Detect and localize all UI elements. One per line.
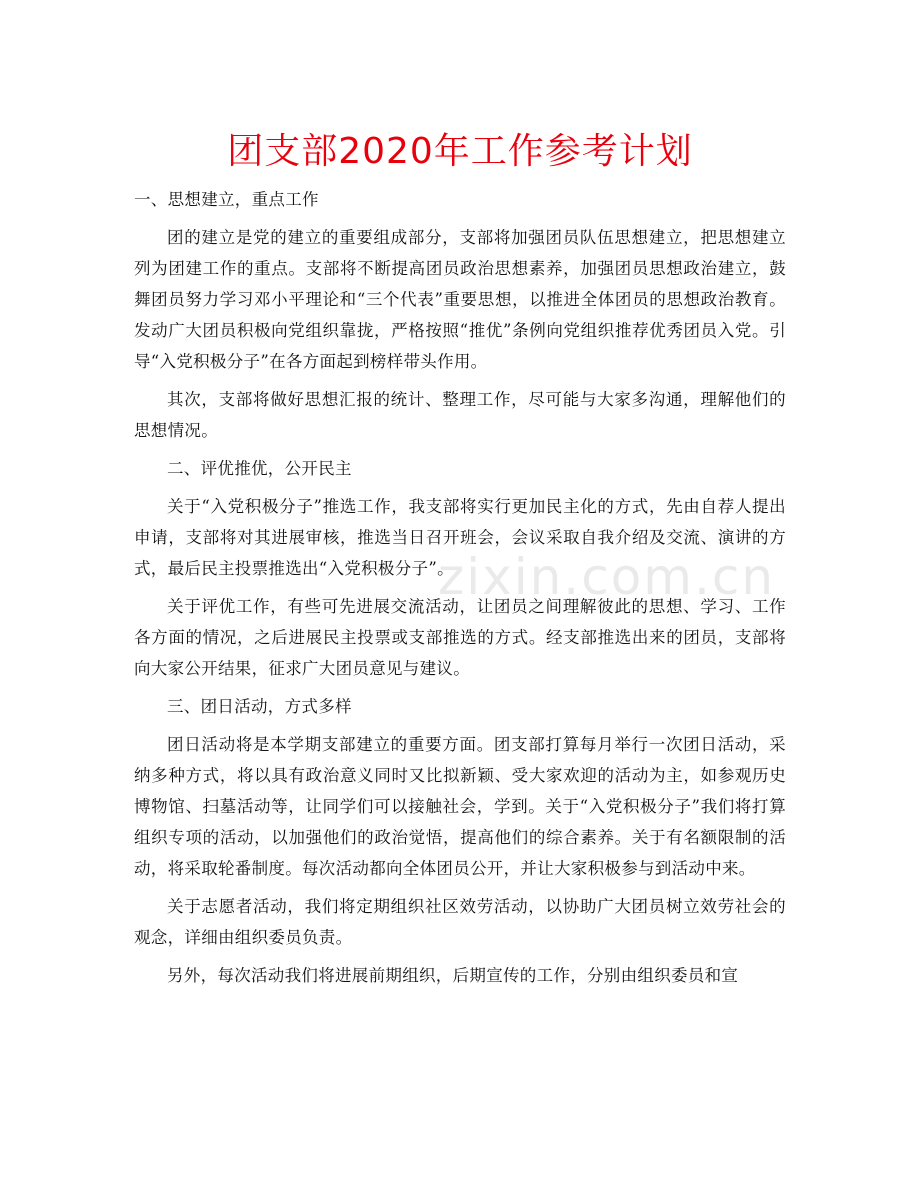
paragraph: 团的建立是党的建立的重要组成部分，支部将加强团员队伍思想建立，把思想建立列为团建工作的重点。支部将不断提高团员政治思想素养，加强团员思想政治建立，鼓舞团员努力学习邓小平理论和“三个代表”重要思想，以推进全体团员的思想政治教育。发动广大团员积极向党组织靠拢，严格按照“推优”条例向党组织推荐优秀团员入党。引导“入党积极分子”在各方面起到榜样带头作用。 [134, 228, 786, 371]
section-heading-1: 一、思想建立，重点工作 [134, 190, 319, 209]
paragraph: 其次，支部将做好思想汇报的统计、整理工作，尽可能与大家多沟通，理解他们的思想情况。 [134, 390, 786, 440]
section-heading-3: 三、团日活动，方式多样 [167, 697, 352, 716]
watermark: zixin.com.cn [438, 548, 776, 606]
paragraph: 团日活动将是本学期支部建立的重要方面。团支部打算每月举行一次团日活动，采纳多种方式，将以具有政治意义同时又比拟新颖、受大家欢迎的活动为主，如参观历史博物馆、扫墓活动等，让同学们可以接触社会，学到。关于“入党积极分子”我们将打算组织专项的活动，以加强他们的政治觉悟，提高他们的综合素养。关于有名额限制的活动，将采取轮番制度。每次活动都向全体团员公开，并让大家积极参与到活动中来。 [134, 735, 786, 878]
paragraph: 另外，每次活动我们将进展前期组织，后期宣传的工作，分别由组织委员和宣 [167, 966, 739, 985]
document-body [134, 184, 786, 998]
paragraph: 关于“入党积极分子”推选工作，我支部将实行更加民主化的方式，先由自荐人提出申请，支部将对其进展审核，推选当日召开班会，会议采取自我介绍及交流、演讲的方式，最后民主投票推选出“入党积极分子”。 [134, 497, 786, 578]
document-title: 团支部2020年工作参考计划 [227, 131, 693, 172]
paragraph: 关于志愿者活动，我们将定期组织社区效劳活动，以协助广大团员树立效劳社会的观念，详细由组织委员负责。 [134, 897, 786, 947]
section-heading-2: 二、评优推优，公开民主 [167, 459, 352, 478]
paragraph: 关于评优工作，有些可先进展交流活动，让团员之间理解彼此的思想、学习、工作各方面的情况，之后进展民主投票或支部推选的方式。经支部推选出来的团员，支部将向大家公开结果，征求广大团员意见与建议。 [134, 597, 786, 678]
